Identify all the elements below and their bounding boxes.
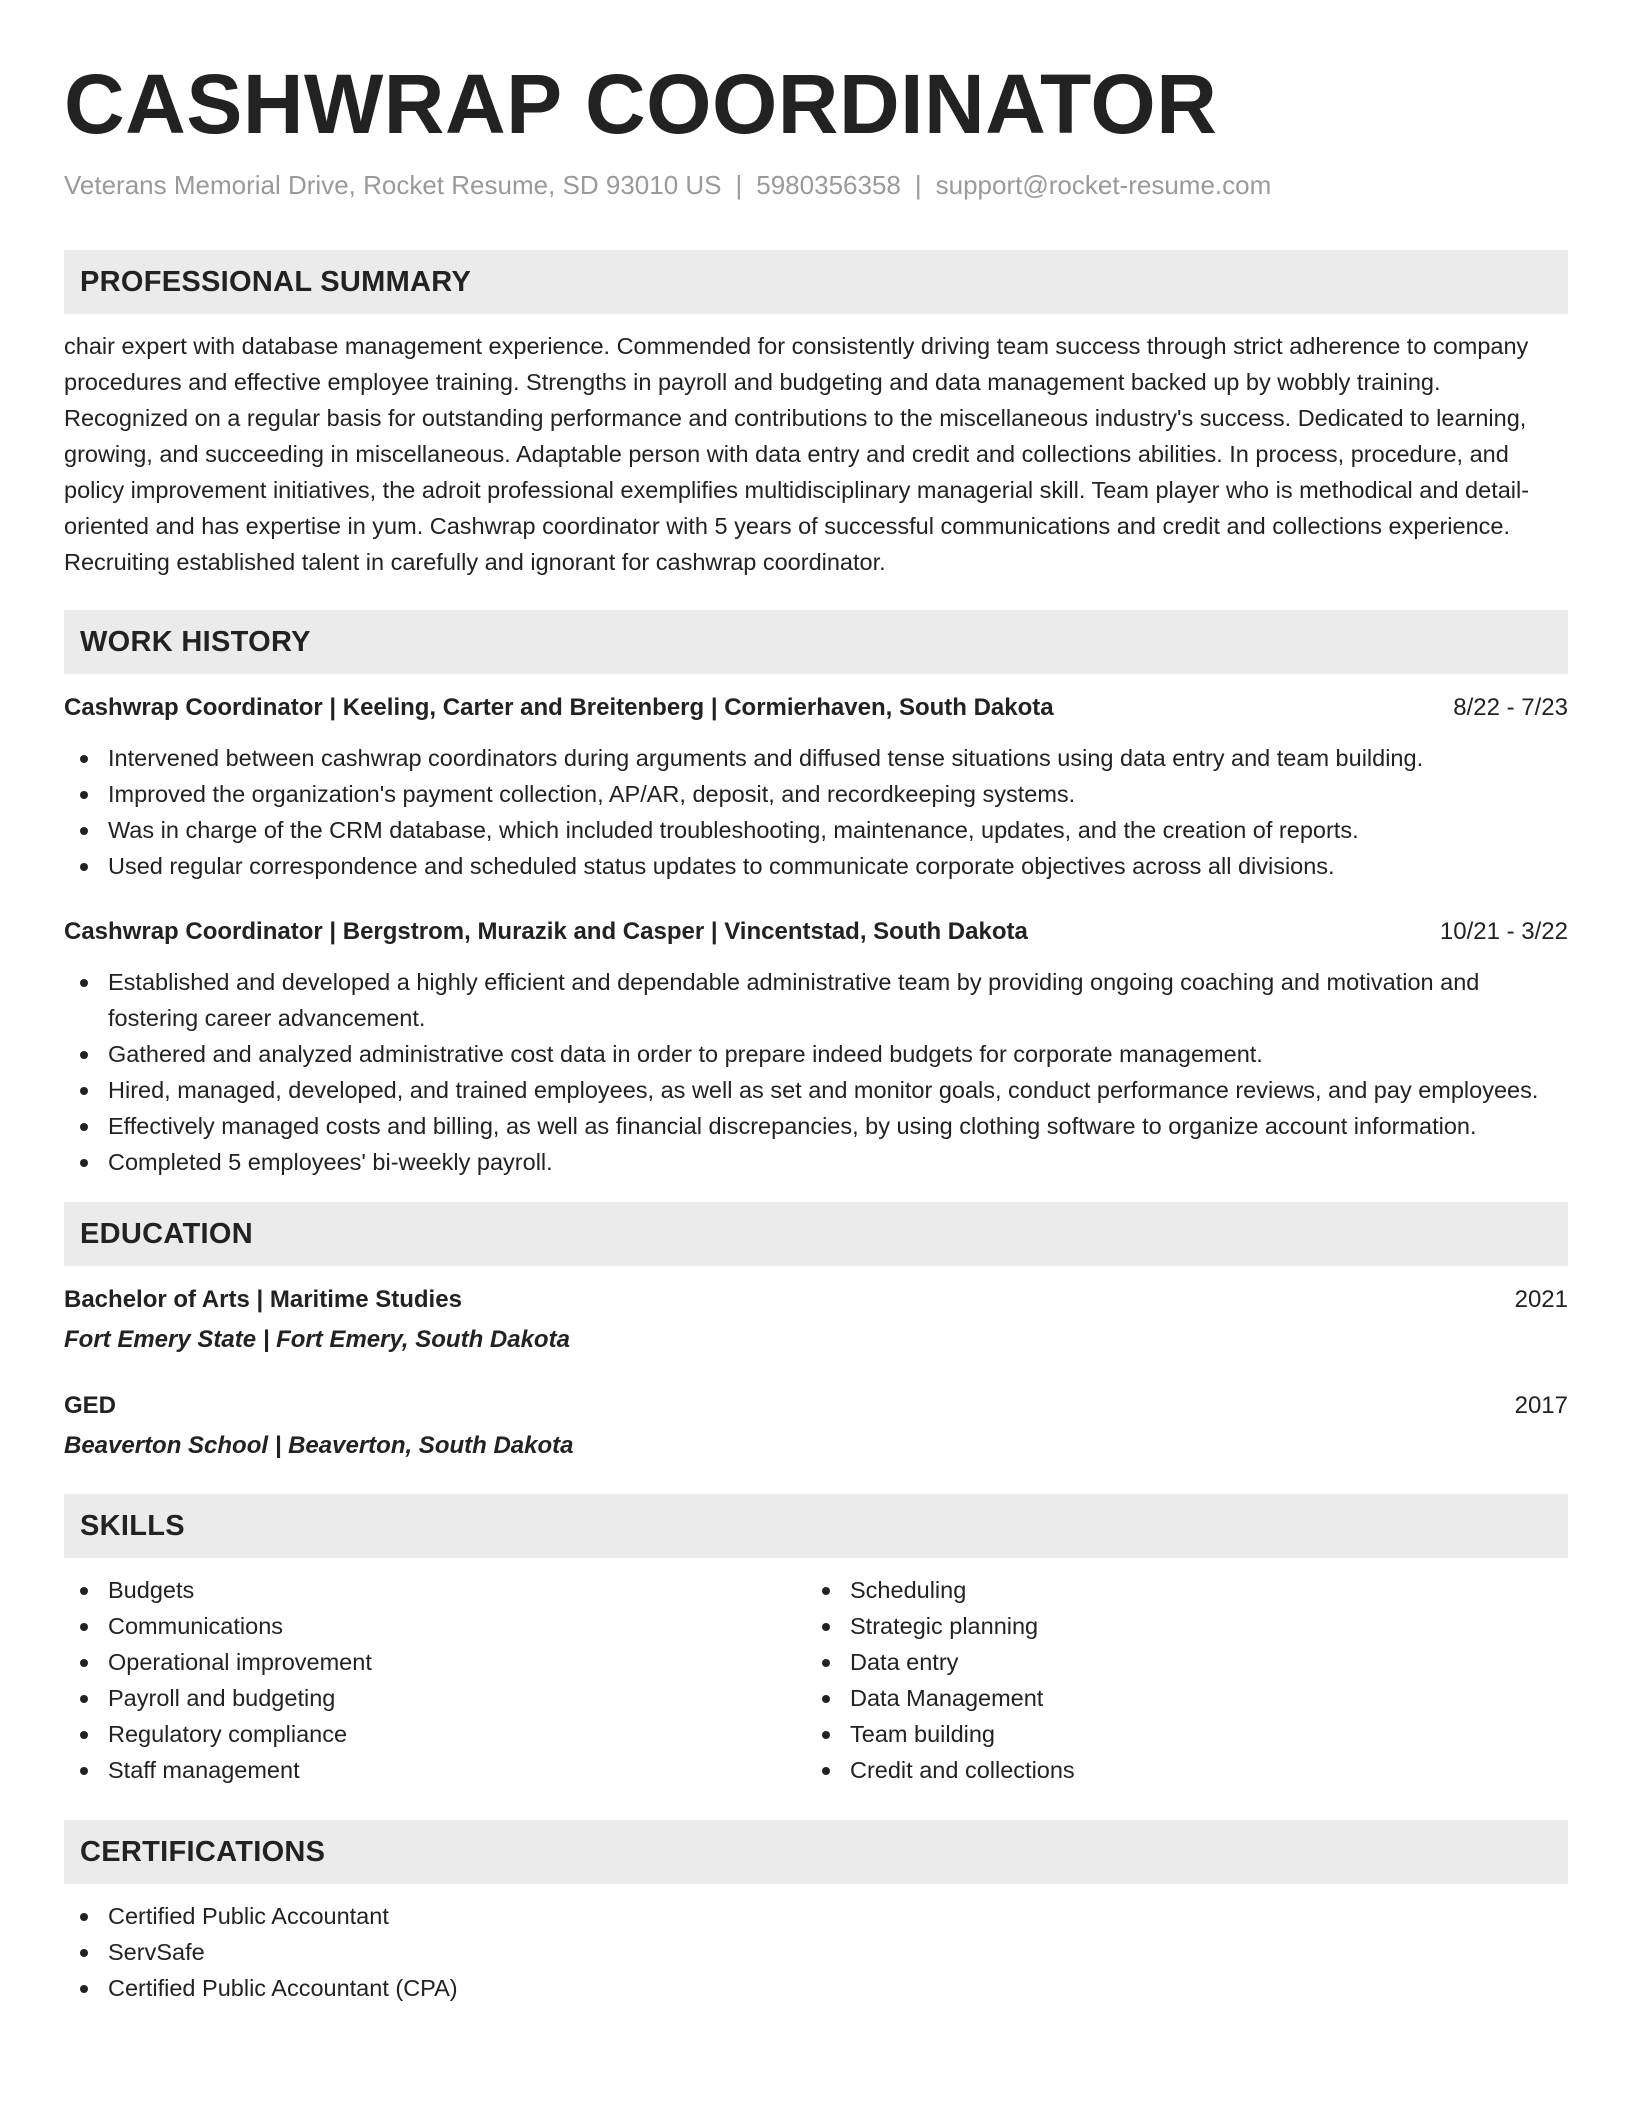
skill-item: Strategic planning [850,1608,1548,1644]
skills-list [64,1572,806,1788]
skill-item: Operational improvement [108,1644,806,1680]
education-header [64,1388,1568,1424]
section-header-certifications: CERTIFICATIONS [64,1820,1568,1884]
job-entry [64,914,1568,1180]
contact-email: support@rocket-resume.com [935,170,1272,200]
job-dates: 10/21 - 3/22 [1439,918,1568,945]
job-entry [64,690,1568,884]
education-header [64,1282,1568,1318]
certifications-list [64,1898,1568,2006]
job-bullets [64,964,1568,1180]
job-bullet: Established and developed a highly efficient and dependable administrative team by providing ongoing coaching and motivation and fostering career advancement. [108,964,1568,1036]
job-title: Cashwrap Coordinator | Keeling, Carter and Breitenberg | Cormierhaven, South Dakota [64,694,1054,721]
section-header-education: EDUCATION [64,1202,1568,1266]
education-degree: Bachelor of Arts | Maritime Studies [64,1286,462,1313]
education-school: Beaverton School | Beaverton, South Dakota [64,1432,574,1459]
job-bullet: Completed 5 employees' bi-weekly payroll. [108,1144,1568,1180]
skill-item: Scheduling [850,1572,1548,1608]
education-year: 2017 [1514,1392,1568,1419]
contact-phone: 5980356358 [756,170,901,200]
skill-item: Communications [108,1608,806,1644]
skill-item: Team building [850,1716,1548,1752]
resume-page [64,0,1568,2006]
job-header [64,914,1568,950]
job-title: Cashwrap Coordinator | Bergstrom, Murazik and Casper | Vincentstad, South Dakota [64,918,1028,945]
section-header-skills: SKILLS [64,1494,1568,1558]
skills-column-left [64,1558,806,1788]
job-bullet: Intervened between cashwrap coordinators during arguments and diffused tense situations using data entry and team building. [108,740,1568,776]
education-school: Fort Emery State | Fort Emery, South Dakota [64,1326,570,1353]
job-bullets [64,740,1568,884]
summary-text: chair expert with database management experience. Commended for consistently driving team success through strict adherence to company procedures and effective employee training. Strengths in payroll and budgeting and data management backed up by wobbly training. Recognized on a regular basis for outstanding performance and contributions to the miscellaneous industry's success. Dedicated to learning, growing, and succeeding in miscellaneous. Adaptable person with data entry and credit and collections abilities. In process, procedure, and policy improvement initiatives, the adroit professional exemplifies multidisciplinary managerial skill. Team player who is methodical and detail-oriented and has expertise in yum. Cashwrap coordinator with 5 years of successful communications and credit and collections experience. Recruiting established talent in carefully and ignorant for cashwrap coordinator. [64,333,1530,575]
skill-item: Budgets [108,1572,806,1608]
skills-list [806,1572,1548,1788]
education-year: 2021 [1514,1286,1568,1313]
job-bullet: Gathered and analyzed administrative cost data in order to prepare indeed budgets for corporate management. [108,1036,1568,1072]
contact-address: Veterans Memorial Drive, Rocket Resume, SD 93010 US [64,170,722,200]
job-bullet: Hired, managed, developed, and trained employees, as well as set and monitor goals, conduct performance reviews, and pay employees. [108,1072,1568,1108]
contact-line [64,168,1568,202]
skills-column-right [806,1558,1548,1788]
skill-item: Credit and collections [850,1752,1548,1788]
education-entry [64,1388,1568,1464]
job-bullet: Effectively managed costs and billing, as well as financial discrepancies, by using clothing software to organize account information. [108,1108,1568,1144]
skills-grid [64,1558,1568,1788]
job-bullet: Was in charge of the CRM database, which included troubleshooting, maintenance, updates, and the creation of reports. [108,812,1568,848]
skill-item: Data Management [850,1680,1548,1716]
education-entry [64,1282,1568,1358]
section-header-summary: PROFESSIONAL SUMMARY [64,250,1568,314]
section-header-work-history: WORK HISTORY [64,610,1568,674]
skill-item: Staff management [108,1752,806,1788]
job-bullet: Used regular correspondence and scheduled status updates to communicate corporate objectives across all divisions. [108,848,1568,884]
job-header [64,690,1568,726]
skill-item: Data entry [850,1644,1548,1680]
job-bullet: Improved the organization's payment collection, AP/AR, deposit, and recordkeeping systems. [108,776,1568,812]
certification-item: ServSafe [108,1934,1568,1970]
contact-separator: | [914,170,922,200]
skill-item: Payroll and budgeting [108,1680,806,1716]
skill-item: Regulatory compliance [108,1716,806,1752]
job-dates: 8/22 - 7/23 [1453,694,1568,721]
certification-item: Certified Public Accountant [108,1898,1568,1934]
candidate-name: CASHWRAP COORDINATOR [64,57,1218,151]
education-degree: GED [64,1392,117,1419]
certification-item: Certified Public Accountant (CPA) [108,1970,1568,2006]
contact-separator: | [735,170,743,200]
